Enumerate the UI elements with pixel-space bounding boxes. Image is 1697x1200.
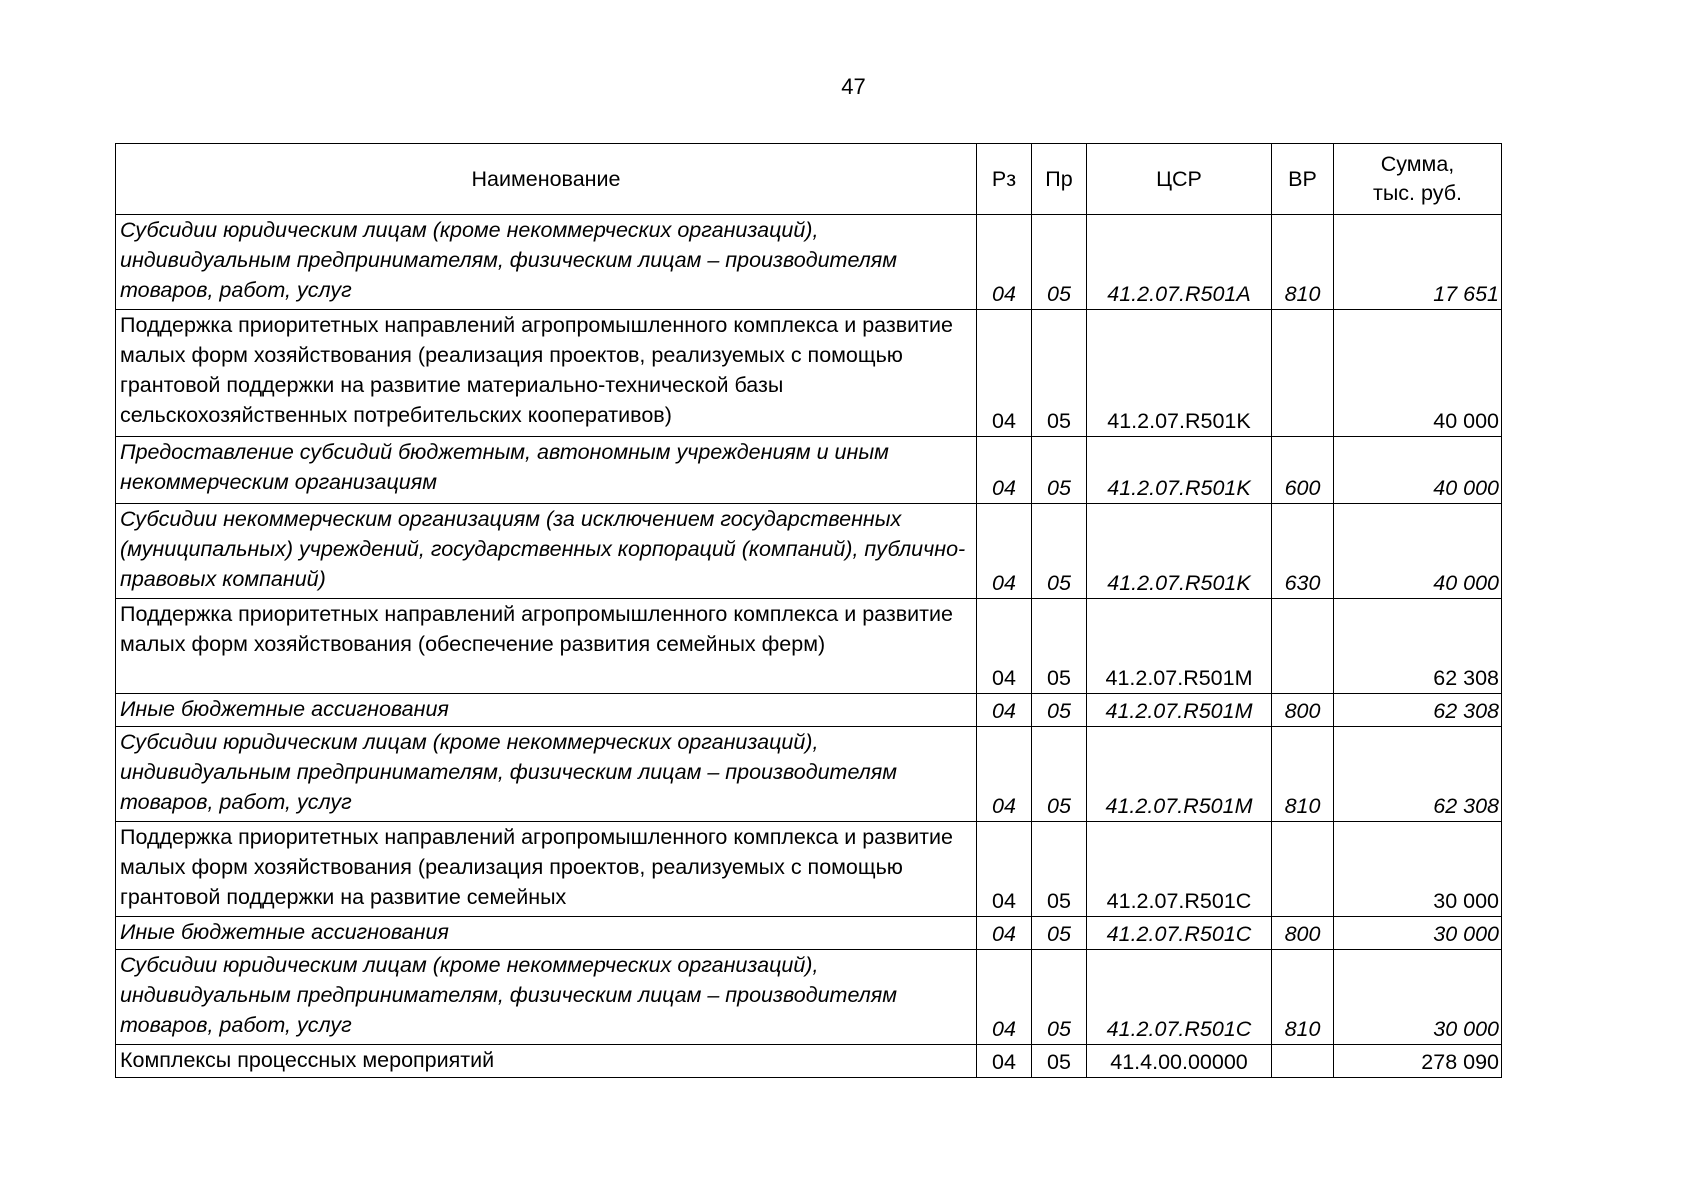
header-name: Наименование <box>116 144 977 215</box>
cell-rz: 04 <box>977 437 1032 504</box>
cell-name: Субсидии юридическим лицам (кроме некоммерческих организаций), индивидуальным предпринимателям, физическим лицам – производителям товаров, работ, услуг <box>116 727 977 822</box>
cell-name: Предоставление субсидий бюджетным, автономным учреждениям и иным некоммерческим организациям <box>116 437 977 504</box>
cell-rz: 04 <box>977 599 1032 694</box>
cell-pr: 05 <box>1032 822 1087 917</box>
cell-csr: 41.2.07.R501A <box>1087 215 1272 310</box>
cell-name: Поддержка приоритетных направлений агропромышленного комплекса и развитие малых форм хозяйствования (обеспечение развития семейных ферм) <box>116 599 977 694</box>
cell-rz: 04 <box>977 1045 1032 1078</box>
cell-vr: 630 <box>1272 504 1334 599</box>
cell-vr <box>1272 822 1334 917</box>
cell-vr <box>1272 599 1334 694</box>
cell-rz: 04 <box>977 727 1032 822</box>
cell-pr: 05 <box>1032 504 1087 599</box>
cell-name: Комплексы процессных мероприятий <box>116 1045 977 1078</box>
cell-name: Поддержка приоритетных направлений агропромышленного комплекса и развитие малых форм хозяйствования (реализация проектов, реализуемых с помощью грантовой поддержки на развитие материально-технической базы сельскохозяйственных потребительских кооперативов) <box>116 310 977 437</box>
table-row <box>116 437 1502 504</box>
cell-csr: 41.2.07.R501K <box>1087 504 1272 599</box>
cell-vr <box>1272 310 1334 437</box>
cell-vr: 800 <box>1272 694 1334 727</box>
cell-rz: 04 <box>977 950 1032 1045</box>
cell-name: Поддержка приоритетных направлений агропромышленного комплекса и развитие малых форм хозяйствования (реализация проектов, реализуемых с помощью грантовой поддержки на развитие семейных <box>116 822 977 917</box>
cell-pr: 05 <box>1032 215 1087 310</box>
cell-csr: 41.4.00.00000 <box>1087 1045 1272 1078</box>
cell-rz: 04 <box>977 310 1032 437</box>
cell-pr: 05 <box>1032 950 1087 1045</box>
cell-name: Иные бюджетные ассигнования <box>116 917 977 950</box>
table-row <box>116 215 1502 310</box>
header-sum <box>1334 144 1502 215</box>
cell-csr: 41.2.07.R501C <box>1087 822 1272 917</box>
header-sum-line2: тыс. руб. <box>1373 181 1462 205</box>
table-row <box>116 310 1502 437</box>
cell-vr: 810 <box>1272 215 1334 310</box>
cell-sum: 62 308 <box>1334 599 1502 694</box>
cell-csr: 41.2.07.R501M <box>1087 599 1272 694</box>
cell-csr: 41.2.07.R501K <box>1087 437 1272 504</box>
cell-name: Иные бюджетные ассигнования <box>116 694 977 727</box>
cell-sum: 30 000 <box>1334 822 1502 917</box>
cell-pr: 05 <box>1032 599 1087 694</box>
cell-name: Субсидии юридическим лицам (кроме некоммерческих организаций), индивидуальным предпринимателям, физическим лицам – производителям товаров, работ, услуг <box>116 215 977 310</box>
cell-vr: 600 <box>1272 437 1334 504</box>
cell-sum: 40 000 <box>1334 310 1502 437</box>
header-pr: Пр <box>1032 144 1087 215</box>
page-number: 47 <box>841 74 866 99</box>
table-body <box>116 215 1502 1078</box>
table-row <box>116 917 1502 950</box>
cell-sum: 62 308 <box>1334 694 1502 727</box>
cell-vr <box>1272 1045 1334 1078</box>
cell-name: Субсидии некоммерческим организациям (за исключением государственных (муниципальных) учреждений, государственных корпораций (компаний), публично-правовых компаний) <box>116 504 977 599</box>
table-header-row <box>116 144 1502 215</box>
table-row <box>116 727 1502 822</box>
cell-vr: 810 <box>1272 950 1334 1045</box>
cell-vr: 800 <box>1272 917 1334 950</box>
cell-pr: 05 <box>1032 437 1087 504</box>
header-sum-line1: Сумма, <box>1380 152 1455 176</box>
cell-pr: 05 <box>1032 694 1087 727</box>
cell-sum: 30 000 <box>1334 917 1502 950</box>
header-rz: Рз <box>977 144 1032 215</box>
budget-table <box>115 143 1502 1078</box>
cell-pr: 05 <box>1032 917 1087 950</box>
cell-csr: 41.2.07.R501M <box>1087 727 1272 822</box>
cell-sum: 40 000 <box>1334 437 1502 504</box>
cell-rz: 04 <box>977 917 1032 950</box>
table-row <box>116 599 1502 694</box>
cell-rz: 04 <box>977 504 1032 599</box>
cell-name: Субсидии юридическим лицам (кроме некоммерческих организаций), индивидуальным предпринимателям, физическим лицам – производителям товаров, работ, услуг <box>116 950 977 1045</box>
header-vr: ВР <box>1272 144 1334 215</box>
header-csr: ЦСР <box>1087 144 1272 215</box>
table-row <box>116 950 1502 1045</box>
cell-rz: 04 <box>977 215 1032 310</box>
cell-rz: 04 <box>977 822 1032 917</box>
cell-csr: 41.2.07.R501M <box>1087 694 1272 727</box>
cell-sum: 278 090 <box>1334 1045 1502 1078</box>
cell-sum: 62 308 <box>1334 727 1502 822</box>
cell-rz: 04 <box>977 694 1032 727</box>
cell-csr: 41.2.07.R501K <box>1087 310 1272 437</box>
cell-pr: 05 <box>1032 310 1087 437</box>
table-row <box>116 504 1502 599</box>
cell-sum: 17 651 <box>1334 215 1502 310</box>
cell-csr: 41.2.07.R501C <box>1087 950 1272 1045</box>
table-row <box>116 694 1502 727</box>
cell-csr: 41.2.07.R501C <box>1087 917 1272 950</box>
cell-sum: 30 000 <box>1334 950 1502 1045</box>
table-row <box>116 822 1502 917</box>
table-row <box>116 1045 1502 1078</box>
cell-pr: 05 <box>1032 727 1087 822</box>
cell-pr: 05 <box>1032 1045 1087 1078</box>
cell-sum: 40 000 <box>1334 504 1502 599</box>
cell-vr: 810 <box>1272 727 1334 822</box>
